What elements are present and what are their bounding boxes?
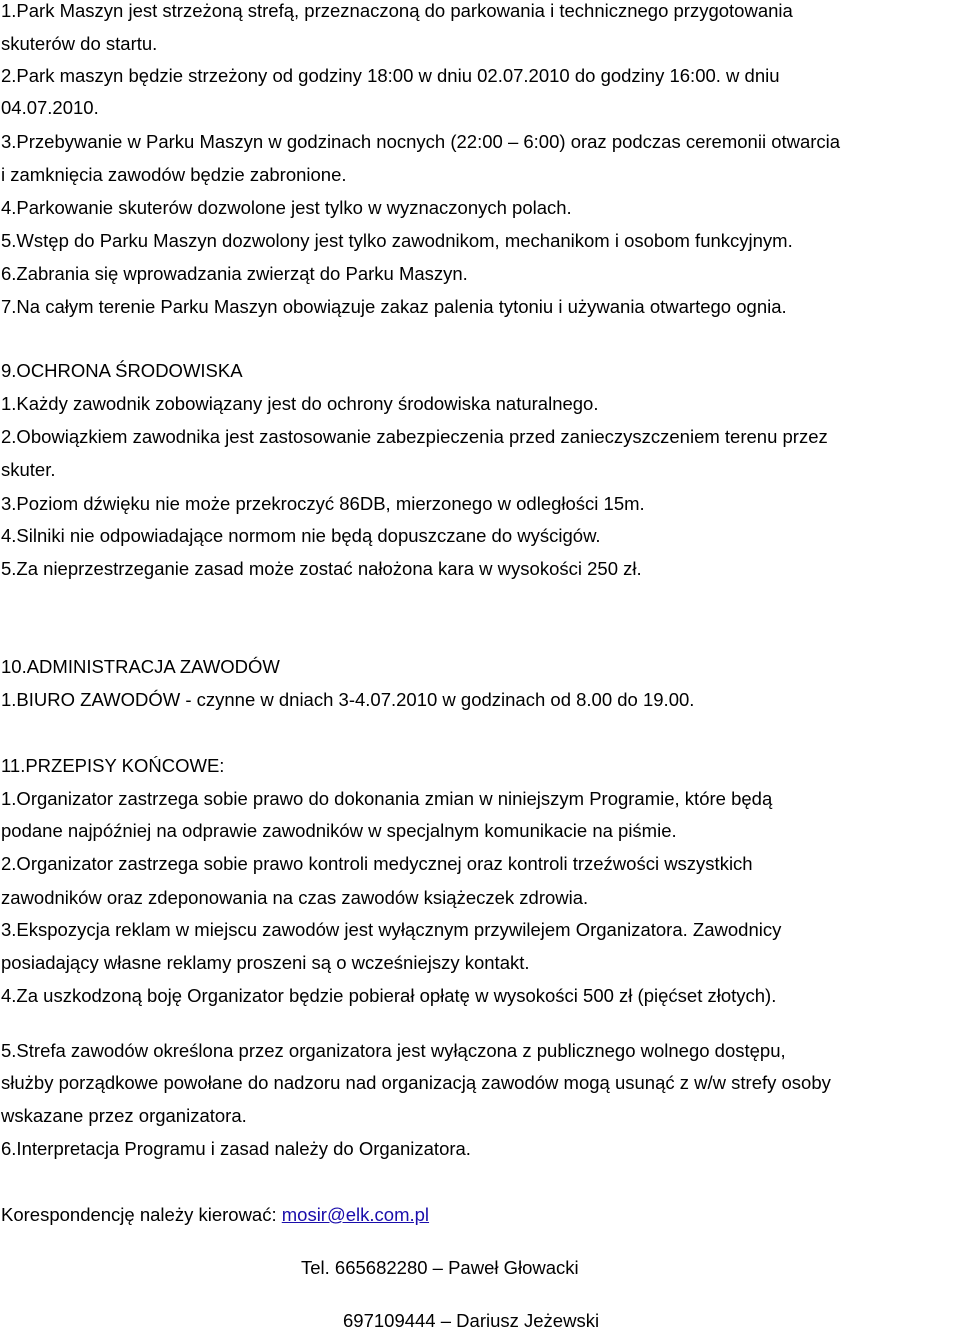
text-line: 7.Na całym terenie Parku Maszyn obowiązuje zakaz palenia tytoniu i używania otwartego ognia.	[1, 296, 787, 317]
text-line: służby porządkowe powołane do nadzoru nad organizacją zawodów mogą usunąć z w/w strefy osoby	[1, 1072, 831, 1093]
text-line: 3.Poziom dźwięku nie może przekroczyć 86DB, mierzonego w odległości 15m.	[1, 493, 645, 514]
text-line: 1.Park Maszyn jest strzeżoną strefą, przeznaczoną do parkowania i technicznego przygotowania	[1, 0, 793, 21]
text-line: podane najpóźniej na odprawie zawodników w specjalnym komunikacie na piśmie.	[1, 820, 677, 841]
correspondence-label: Korespondencję należy kierować:	[1, 1204, 282, 1225]
text-line: 2.Organizator zastrzega sobie prawo kontroli medycznej oraz kontroli trzeźwości wszystkich	[1, 853, 753, 874]
text-line: 4.Za uszkodzoną boję Organizator będzie pobierał opłatę w wysokości 500 zł (pięćset złotych).	[1, 985, 777, 1006]
text-line: 1.Każdy zawodnik zobowiązany jest do ochrony środowiska naturalnego.	[1, 393, 599, 414]
text-line: i zamknięcia zawodów będzie zabronione.	[1, 164, 347, 185]
text-line: 4.Parkowanie skuterów dozwolone jest tylko w wyznaczonych polach.	[1, 197, 572, 218]
text-line: 3.Przebywanie w Parku Maszyn w godzinach nocnych (22:00 – 6:00) oraz podczas ceremonii otwarcia	[1, 131, 841, 152]
text-line: 2.Obowiązkiem zawodnika jest zastosowanie zabezpieczenia przed zanieczyszczeniem terenu przez	[1, 426, 828, 447]
text-line: 5.Za nieprzestrzeganie zasad może zostać nałożona kara w wysokości 250 zł.	[1, 558, 642, 579]
phone-contact-2: 697109444 – Dariusz Jeżewski	[343, 1310, 600, 1331]
text-line: 2.Park maszyn będzie strzeżony od godziny 18:00 w dniu 02.07.2010 do godziny 16:00. w dniu	[1, 65, 780, 86]
text-line: posiadający własne reklamy proszeni są o wcześniejszy kontakt.	[1, 952, 530, 973]
text-line: skuter.	[1, 459, 56, 480]
text-line: 6.Interpretacja Programu i zasad należy do Organizatora.	[1, 1138, 471, 1159]
section-heading: 11.PRZEPISY KOŃCOWE:	[1, 755, 225, 776]
text-line: 5.Strefa zawodów określona przez organizatora jest wyłączona z publicznego wolnego dostępu,	[1, 1040, 786, 1061]
text-line: 1.BIURO ZAWODÓW - czynne w dniach 3-4.07.2010 w godzinach od 8.00 do 19.00.	[1, 689, 695, 710]
text-line: 5.Wstęp do Parku Maszyn dozwolony jest tylko zawodnikom, mechanikom i osobom funkcyjnym.	[1, 230, 793, 251]
correspondence-line	[1, 1199, 429, 1232]
text-line: 3.Ekspozycja reklam w miejscu zawodów jest wyłącznym przywilejem Organizatora. Zawodnicy	[1, 919, 782, 940]
phone-contact-1: Tel. 665682280 – Paweł Głowacki	[301, 1257, 579, 1278]
email-link[interactable]: mosir@elk.com.pl	[281, 1204, 430, 1225]
text-line: zawodników oraz zdeponowania na czas zawodów książeczek zdrowia.	[1, 887, 589, 908]
text-line: wskazane przez organizatora.	[1, 1105, 247, 1126]
text-line: 04.07.2010.	[1, 97, 99, 118]
text-line: 6.Zabrania się wprowadzania zwierząt do Parku Maszyn.	[1, 263, 468, 284]
text-line: 1.Organizator zastrzega sobie prawo do dokonania zmian w niniejszym Programie, które będą	[1, 788, 773, 809]
text-line: skuterów do startu.	[1, 33, 158, 54]
section-heading: 9.OCHRONA ŚRODOWISKA	[1, 360, 243, 381]
section-heading: 10.ADMINISTRACJA ZAWODÓW	[1, 656, 280, 677]
text-line: 4.Silniki nie odpowiadające normom nie będą dopuszczane do wyścigów.	[1, 525, 601, 546]
